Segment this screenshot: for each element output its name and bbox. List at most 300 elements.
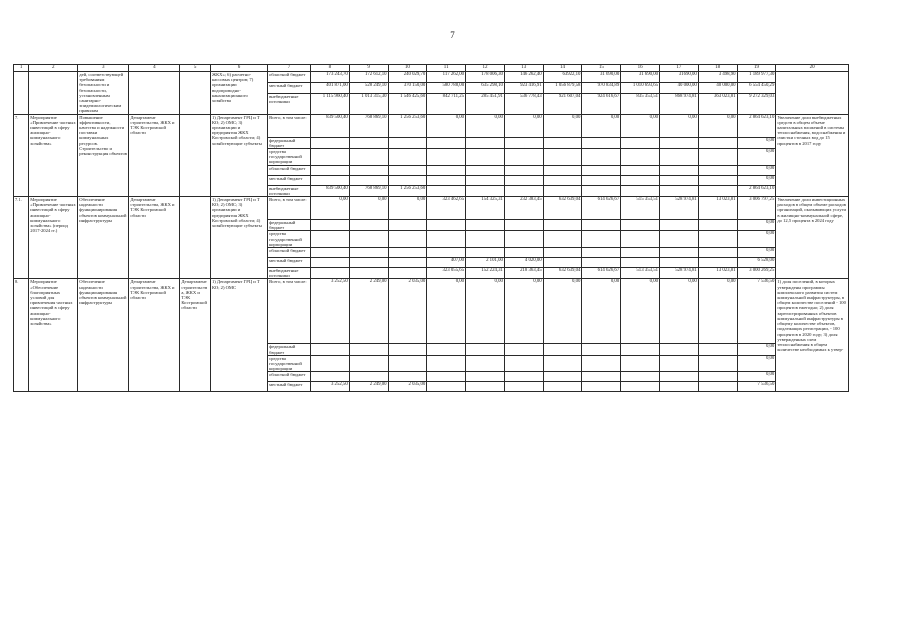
name-cell: Мероприятие «Обеспечение благоприятных условий для привлечения частных инвестиций в сферу жилищно-коммунального хозяйства» bbox=[29, 279, 78, 392]
value-cell bbox=[310, 149, 349, 166]
value-cell bbox=[466, 248, 505, 258]
source-cell: местный бюджет bbox=[268, 258, 311, 268]
source-cell: внебюджетные источники bbox=[268, 185, 311, 196]
value-cell: 3 006 797,25 bbox=[737, 197, 776, 220]
value-cell bbox=[698, 165, 737, 175]
value-cell: 240 029,70 bbox=[388, 72, 427, 83]
value-cell: 0,00 bbox=[504, 279, 543, 344]
value-cell bbox=[466, 185, 505, 196]
column-number-cell: 17 bbox=[660, 65, 699, 72]
header-row bbox=[14, 65, 849, 72]
value-cell bbox=[466, 355, 505, 372]
value-cell: 3 252,50 bbox=[310, 382, 349, 392]
value-cell bbox=[660, 165, 699, 175]
executor-cell: Департамент строительства, ЖКХ и ТЭК Костромской области bbox=[129, 197, 180, 279]
table-row bbox=[14, 279, 849, 344]
value-cell bbox=[466, 220, 505, 231]
value-cell bbox=[582, 137, 621, 148]
column-number-cell: 20 bbox=[776, 65, 849, 72]
value-cell bbox=[349, 344, 388, 355]
value-cell bbox=[504, 175, 543, 185]
value-cell bbox=[504, 165, 543, 175]
number-cell: 7.1. bbox=[14, 197, 29, 279]
value-cell: 3 498,90 bbox=[698, 72, 737, 83]
value-cell: 0,00 bbox=[737, 137, 776, 148]
value-cell: 1 010 693,65 bbox=[621, 83, 660, 94]
column-number-cell: 1 bbox=[14, 65, 29, 72]
value-cell: 31 690,00 bbox=[621, 72, 660, 83]
value-cell: 173 243,70 bbox=[310, 72, 349, 83]
value-cell bbox=[543, 149, 582, 166]
column-number-cell: 4 bbox=[129, 65, 180, 72]
value-cell bbox=[582, 248, 621, 258]
value-cell bbox=[427, 220, 466, 231]
value-cell bbox=[698, 220, 737, 231]
column-number-cell: 11 bbox=[427, 65, 466, 72]
result-cell: Увеличение доли инвестиционных расходов в общем объеме расходов организаций, оказывающих услуги в жилищно-коммунальной сфере, до 12,5 процента в 2024 году bbox=[776, 197, 849, 279]
value-cell bbox=[388, 165, 427, 175]
value-cell: 323 055,65 bbox=[427, 268, 466, 279]
value-cell bbox=[427, 175, 466, 185]
source-cell: Всего, в том числе: bbox=[268, 279, 311, 344]
value-cell bbox=[504, 372, 543, 382]
value-cell bbox=[388, 268, 427, 279]
source-cell: Всего, в том числе: bbox=[268, 197, 311, 220]
value-cell bbox=[349, 372, 388, 382]
table-row bbox=[14, 72, 849, 83]
column-number-cell: 6 bbox=[210, 65, 267, 72]
number-cell: 8. bbox=[14, 279, 29, 392]
value-cell: 146 262,40 bbox=[504, 72, 543, 83]
value-cell: 401 871,00 bbox=[310, 83, 349, 94]
value-cell bbox=[582, 149, 621, 166]
value-cell: 0,00 bbox=[737, 231, 776, 248]
column-number-cell: 2 bbox=[29, 65, 78, 72]
value-cell bbox=[388, 248, 427, 258]
value-cell bbox=[698, 344, 737, 355]
value-cell bbox=[310, 220, 349, 231]
value-cell bbox=[310, 231, 349, 248]
value-cell bbox=[698, 231, 737, 248]
value-cell bbox=[427, 165, 466, 175]
value-cell: 6 528,00 bbox=[737, 258, 776, 268]
program-table bbox=[13, 64, 849, 392]
value-cell bbox=[310, 268, 349, 279]
value-cell bbox=[388, 344, 427, 355]
value-cell bbox=[388, 372, 427, 382]
value-cell: 632 639,04 bbox=[543, 268, 582, 279]
co-executor-cell bbox=[180, 72, 211, 115]
value-cell: 31 690,00 bbox=[582, 72, 621, 83]
page-number: 7 bbox=[450, 30, 455, 40]
value-cell: 232 383,45 bbox=[504, 197, 543, 220]
source-cell: местный бюджет bbox=[268, 382, 311, 392]
value-cell: 2 035,00 bbox=[388, 279, 427, 344]
value-cell bbox=[427, 137, 466, 148]
value-cell bbox=[310, 355, 349, 372]
value-cell bbox=[388, 355, 427, 372]
value-cell bbox=[388, 258, 427, 268]
value-cell: 2 035,00 bbox=[388, 382, 427, 392]
value-cell bbox=[543, 231, 582, 248]
value-cell bbox=[427, 372, 466, 382]
value-cell bbox=[466, 165, 505, 175]
value-cell bbox=[698, 382, 737, 392]
value-cell: 218 363,45 bbox=[504, 268, 543, 279]
value-cell bbox=[466, 231, 505, 248]
executor-cell: Департамент строительства, ЖКХ и ТЭК Костромской области bbox=[129, 114, 180, 196]
value-cell bbox=[466, 372, 505, 382]
name-cell bbox=[29, 72, 78, 115]
value-cell bbox=[388, 149, 427, 166]
value-cell bbox=[621, 231, 660, 248]
value-cell: 0,00 bbox=[660, 114, 699, 137]
value-cell: 835 353,51 bbox=[621, 94, 660, 114]
number-cell: 7. bbox=[14, 114, 29, 196]
source-cell: внебюджетные источники bbox=[268, 94, 311, 114]
value-cell: 0,00 bbox=[737, 372, 776, 382]
value-cell bbox=[660, 137, 699, 148]
value-cell bbox=[543, 344, 582, 355]
value-cell bbox=[660, 355, 699, 372]
value-cell: 839 500,40 bbox=[310, 114, 349, 137]
source-cell: областной бюджет bbox=[268, 248, 311, 258]
value-cell bbox=[504, 248, 543, 258]
value-cell bbox=[388, 220, 427, 231]
value-cell: 970 834,89 bbox=[582, 83, 621, 94]
column-number-cell: 9 bbox=[349, 65, 388, 72]
value-cell bbox=[349, 258, 388, 268]
source-cell: федеральный бюджет bbox=[268, 344, 311, 355]
value-cell bbox=[621, 149, 660, 166]
value-cell bbox=[349, 137, 388, 148]
value-cell bbox=[621, 355, 660, 372]
value-cell bbox=[660, 382, 699, 392]
value-cell bbox=[543, 355, 582, 372]
value-cell bbox=[582, 258, 621, 268]
value-cell: 154 325,31 bbox=[466, 197, 505, 220]
value-cell: 1 115 960,40 bbox=[310, 94, 349, 114]
result-cell: Увеличение доли внебюджетных средств в общем объеме капитальных вложений в системы теплоснабжения, водоснабжения и очистки сточных вод до 15 процентов в 2017 году bbox=[776, 114, 849, 196]
value-cell bbox=[582, 185, 621, 196]
value-cell: 0,00 bbox=[310, 197, 349, 220]
value-cell bbox=[504, 137, 543, 148]
value-cell: 2 249,00 bbox=[349, 279, 388, 344]
value-cell: 0,00 bbox=[543, 114, 582, 137]
value-cell bbox=[427, 344, 466, 355]
value-cell: 0,00 bbox=[466, 279, 505, 344]
value-cell: 0,00 bbox=[504, 114, 543, 137]
value-cell bbox=[621, 137, 660, 148]
value-cell: 323 462,65 bbox=[427, 197, 466, 220]
table-row bbox=[14, 114, 849, 137]
value-cell bbox=[660, 258, 699, 268]
value-cell bbox=[427, 248, 466, 258]
value-cell: 868 974,81 bbox=[660, 94, 699, 114]
value-cell bbox=[427, 355, 466, 372]
value-cell bbox=[582, 165, 621, 175]
value-cell bbox=[427, 185, 466, 196]
value-cell bbox=[310, 248, 349, 258]
value-cell bbox=[427, 382, 466, 392]
source-cell: местный бюджет bbox=[268, 83, 311, 94]
source-cell: Всего, в том числе: bbox=[268, 114, 311, 137]
result-cell bbox=[776, 72, 849, 115]
value-cell bbox=[698, 355, 737, 372]
executor-cell: Департамент строительства, ЖКХ и ТЭК Костромской области bbox=[129, 279, 180, 392]
source-cell: местный бюджет bbox=[268, 175, 311, 185]
value-cell bbox=[388, 137, 427, 148]
value-cell: 768 869,10 bbox=[349, 185, 388, 196]
source-cell: областной бюджет bbox=[268, 72, 311, 83]
column-number-cell: 16 bbox=[621, 65, 660, 72]
value-cell: 0,00 bbox=[543, 279, 582, 344]
value-cell: 0,00 bbox=[737, 344, 776, 355]
source-cell: федеральный бюджет bbox=[268, 137, 311, 148]
value-cell: 580 788,00 bbox=[427, 83, 466, 94]
value-cell bbox=[621, 165, 660, 175]
value-cell: 0,00 bbox=[737, 355, 776, 372]
goal-cell: Обеспечение надежности функционирования объектов коммунальной инфраструктуры bbox=[78, 197, 129, 279]
value-cell: 921 607,04 bbox=[543, 94, 582, 114]
value-cell: 0,00 bbox=[427, 114, 466, 137]
value-cell bbox=[543, 372, 582, 382]
value-cell: 923 416,91 bbox=[504, 83, 543, 94]
value-cell: 0,00 bbox=[737, 248, 776, 258]
value-cell bbox=[621, 220, 660, 231]
value-cell: 528 974,81 bbox=[660, 268, 699, 279]
value-cell bbox=[621, 185, 660, 196]
value-cell: 0,00 bbox=[582, 114, 621, 137]
value-cell: 1 013 315,30 bbox=[349, 94, 388, 114]
value-cell bbox=[504, 231, 543, 248]
value-cell bbox=[621, 175, 660, 185]
value-cell: 370 150,00 bbox=[388, 83, 427, 94]
value-cell bbox=[582, 231, 621, 248]
co-executor-cell bbox=[180, 197, 211, 279]
value-cell bbox=[310, 258, 349, 268]
value-cell: 6 554 450,29 bbox=[737, 83, 776, 94]
value-cell bbox=[660, 248, 699, 258]
value-cell bbox=[543, 185, 582, 196]
value-cell: 1 256 253,60 bbox=[388, 114, 427, 137]
column-number-cell: 18 bbox=[698, 65, 737, 72]
value-cell: 536 778,43 bbox=[504, 94, 543, 114]
value-cell: 0,00 bbox=[466, 114, 505, 137]
name-cell: Мероприятие «Привлечение частных инвестиций в сферу жилищно-коммунального хозяйства» (период 2017-2024 гг.) bbox=[29, 197, 78, 279]
value-cell bbox=[621, 248, 660, 258]
value-cell bbox=[660, 220, 699, 231]
column-number-cell: 13 bbox=[504, 65, 543, 72]
value-cell: 0,00 bbox=[349, 197, 388, 220]
column-number-cell: 5 bbox=[180, 65, 211, 72]
value-cell: 13 023,81 bbox=[698, 268, 737, 279]
value-cell: 9 272 329,03 bbox=[737, 94, 776, 114]
value-cell: 0,00 bbox=[621, 279, 660, 344]
value-cell bbox=[349, 220, 388, 231]
value-cell bbox=[698, 248, 737, 258]
co-executor-cell: Департамент строительства, ЖКХ и ТЭК Костромской области bbox=[180, 279, 211, 392]
value-cell: 0,00 bbox=[737, 149, 776, 166]
value-cell bbox=[582, 355, 621, 372]
value-cell bbox=[698, 185, 737, 196]
value-cell bbox=[621, 258, 660, 268]
value-cell bbox=[310, 344, 349, 355]
column-number-cell: 10 bbox=[388, 65, 427, 72]
value-cell bbox=[621, 344, 660, 355]
value-cell bbox=[466, 137, 505, 148]
value-cell: 13 023,81 bbox=[698, 197, 737, 220]
value-cell bbox=[582, 344, 621, 355]
value-cell: 614 626,67 bbox=[582, 197, 621, 220]
value-cell bbox=[660, 185, 699, 196]
column-number-cell: 7 bbox=[268, 65, 311, 72]
value-cell: 515 353,51 bbox=[621, 197, 660, 220]
value-cell bbox=[543, 175, 582, 185]
value-cell: 2 864 623,10 bbox=[737, 114, 776, 137]
value-cell bbox=[582, 382, 621, 392]
source-cell: средства государственной корпорации bbox=[268, 355, 311, 372]
value-cell: 3 000 269,25 bbox=[737, 268, 776, 279]
value-cell bbox=[427, 231, 466, 248]
value-cell: 513 353,51 bbox=[621, 268, 660, 279]
partners-cell: 1) Департамент ГРЦ и Т КО; 2) ОМС; 3) организации и предприятия ЖКХ Костромской области; 4) хозяйствующие субъекты bbox=[210, 114, 267, 196]
value-cell: 363 023,81 bbox=[698, 94, 737, 114]
source-cell: областной бюджет bbox=[268, 165, 311, 175]
value-cell: 7 536,50 bbox=[737, 382, 776, 392]
value-cell bbox=[543, 248, 582, 258]
value-cell: 40 000,00 bbox=[660, 83, 699, 94]
value-cell: 614 626,67 bbox=[582, 268, 621, 279]
value-cell: 0,00 bbox=[737, 220, 776, 231]
source-cell: областной бюджет bbox=[268, 372, 311, 382]
source-cell: федеральный бюджет bbox=[268, 220, 311, 231]
value-cell: 31690,00 bbox=[660, 72, 699, 83]
value-cell bbox=[543, 165, 582, 175]
value-cell bbox=[621, 382, 660, 392]
value-cell bbox=[310, 372, 349, 382]
value-cell: 4 020,00 bbox=[504, 258, 543, 268]
value-cell bbox=[349, 149, 388, 166]
value-cell: 528 249,10 bbox=[349, 83, 388, 94]
value-cell bbox=[698, 258, 737, 268]
value-cell: 842 711,25 bbox=[427, 94, 466, 114]
value-cell bbox=[698, 372, 737, 382]
value-cell bbox=[388, 175, 427, 185]
value-cell: 0,00 bbox=[698, 114, 737, 137]
value-cell: 839 500,40 bbox=[310, 185, 349, 196]
value-cell bbox=[582, 175, 621, 185]
column-number-cell: 19 bbox=[737, 65, 776, 72]
value-cell: 407,00 bbox=[427, 258, 466, 268]
value-cell bbox=[660, 149, 699, 166]
value-cell bbox=[582, 220, 621, 231]
value-cell bbox=[543, 258, 582, 268]
partners-cell: 1) Департамент ГРЦ и Т КО; 2) ОМС bbox=[210, 279, 267, 392]
value-cell bbox=[427, 149, 466, 166]
value-cell bbox=[349, 175, 388, 185]
value-cell bbox=[349, 268, 388, 279]
value-cell: 7 536,50 bbox=[737, 279, 776, 344]
name-cell: Мероприятие «Привлечение частных инвестиций в сферу жилищно-коммунального хозяйства» bbox=[29, 114, 78, 196]
source-cell: средства государственной корпорации bbox=[268, 149, 311, 166]
value-cell bbox=[698, 175, 737, 185]
value-cell bbox=[349, 248, 388, 258]
value-cell bbox=[466, 149, 505, 166]
source-cell: внебюджетные источники bbox=[268, 268, 311, 279]
value-cell bbox=[660, 175, 699, 185]
value-cell: 635 298,10 bbox=[466, 83, 505, 94]
value-cell bbox=[504, 185, 543, 196]
value-cell: 0,00 bbox=[582, 279, 621, 344]
value-cell bbox=[660, 372, 699, 382]
value-cell bbox=[504, 382, 543, 392]
value-cell bbox=[310, 165, 349, 175]
co-executor-cell bbox=[180, 114, 211, 196]
value-cell: 1 189 977,30 bbox=[737, 72, 776, 83]
partners-cell: ЖКХ»; 6) расчетно-кассовых центров; 7) организации водопроводно-канализационного хозяйства bbox=[210, 72, 267, 115]
value-cell: 0,00 bbox=[660, 279, 699, 344]
value-cell bbox=[543, 382, 582, 392]
value-cell: 1 256 253,60 bbox=[388, 185, 427, 196]
value-cell bbox=[504, 355, 543, 372]
value-cell: 1 056 879,58 bbox=[543, 83, 582, 94]
value-cell bbox=[349, 165, 388, 175]
value-cell: 285 451,91 bbox=[466, 94, 505, 114]
value-cell: 40 000,00 bbox=[698, 83, 737, 94]
value-cell: 63922,10 bbox=[543, 72, 582, 83]
value-cell: 0,00 bbox=[388, 197, 427, 220]
table-row bbox=[14, 197, 849, 220]
value-cell: 768 869,10 bbox=[349, 114, 388, 137]
value-cell: 0,00 bbox=[427, 279, 466, 344]
goal-cell: Обеспечение надежности функционирования объектов коммунальной инфраструктуры bbox=[78, 279, 129, 392]
column-number-cell: 8 bbox=[310, 65, 349, 72]
value-cell: 0,00 bbox=[737, 175, 776, 185]
value-cell bbox=[660, 231, 699, 248]
number-cell bbox=[14, 72, 29, 115]
value-cell: 0,00 bbox=[698, 279, 737, 344]
value-cell bbox=[466, 175, 505, 185]
value-cell bbox=[543, 220, 582, 231]
value-cell bbox=[388, 231, 427, 248]
result-cell: 1) доля поселений, в которых утверждены программы комплексного развития систем коммунальной инфраструктуры, в общем количестве поселений - 100 процентов ежегодно; 2) доля зарегистрированных объектов коммунальной инфраструктуры в общему количестве объектов, подлежащих регистрации, - 100 процентов в 2020 году; 3) доля утвержденных схем теплоснабжения в общем количестве необходимых к утвер- bbox=[776, 279, 849, 392]
value-cell: 0,00 bbox=[737, 165, 776, 175]
value-cell bbox=[504, 149, 543, 166]
column-number-cell: 3 bbox=[78, 65, 129, 72]
value-cell bbox=[466, 382, 505, 392]
value-cell bbox=[504, 220, 543, 231]
value-cell: 2 249,00 bbox=[349, 382, 388, 392]
value-cell: 172 612,10 bbox=[349, 72, 388, 83]
value-cell bbox=[582, 372, 621, 382]
value-cell bbox=[310, 175, 349, 185]
value-cell: 3 252,50 bbox=[310, 279, 349, 344]
value-cell: 2 864 623,10 bbox=[737, 185, 776, 196]
value-cell bbox=[504, 344, 543, 355]
value-cell: 178 006,30 bbox=[466, 72, 505, 83]
value-cell: 528 974,81 bbox=[660, 197, 699, 220]
value-cell: 152 224,31 bbox=[466, 268, 505, 279]
value-cell bbox=[543, 137, 582, 148]
value-cell bbox=[698, 149, 737, 166]
partners-cell: 1) Департамент ГРЦ и Т КО; 2) ОМС; 3) организации и предприятия ЖКХ Костромской области; 4) хозяйствующие субъекты bbox=[210, 197, 267, 279]
value-cell: 0,00 bbox=[621, 114, 660, 137]
column-number-cell: 14 bbox=[543, 65, 582, 72]
value-cell: 632 639,04 bbox=[543, 197, 582, 220]
value-cell bbox=[621, 372, 660, 382]
executor-cell bbox=[129, 72, 180, 115]
